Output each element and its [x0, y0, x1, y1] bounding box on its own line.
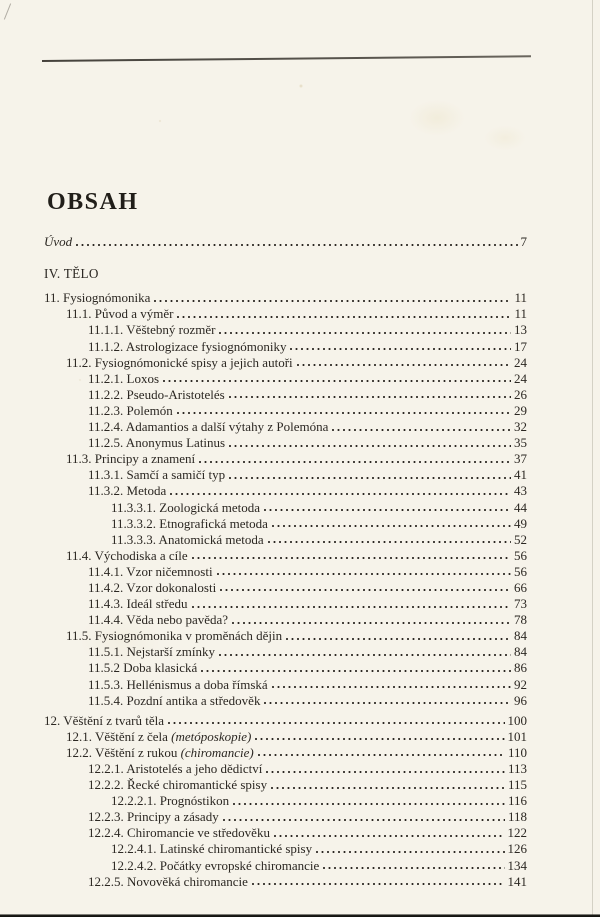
dot-leader [170, 493, 511, 495]
toc-page-number: 17 [514, 338, 527, 354]
toc-entry-label: 11.3. Principy a znamení [66, 451, 196, 467]
dot-leader [229, 445, 511, 447]
toc-entry [44, 321, 527, 337]
toc-page-number: 118 [507, 809, 527, 825]
toc-page-number: 86 [514, 660, 527, 676]
header-rule [42, 55, 531, 62]
dot-leader [316, 851, 504, 853]
toc-entry-label: 12. Věštění z tvarů těla [44, 712, 164, 728]
toc-page-number: 11 [514, 306, 527, 322]
toc-entry [44, 547, 527, 563]
toc-page-number: 43 [514, 483, 527, 499]
toc-entry [44, 728, 527, 744]
dot-leader [177, 316, 511, 318]
toc-page-number: 78 [514, 612, 527, 628]
toc-entry-label: 11.4.2. Vzor dokonalosti [88, 579, 217, 595]
toc-entry [44, 563, 527, 579]
toc-page-number: 113 [507, 761, 527, 776]
dot-leader [223, 819, 505, 821]
dot-leader [255, 738, 504, 740]
dot-leader [168, 722, 505, 724]
dot-leader [290, 348, 511, 350]
uvod-label: Úvod [44, 234, 73, 250]
toc-entry [44, 611, 527, 627]
dot-leader [272, 525, 511, 527]
toc-entry-label: 12.2. Věštění z rukou (chiromancie) [66, 744, 254, 760]
toc-entry-label: 11.2.5. Anonymus Latinus [88, 435, 226, 451]
toc-entry [44, 856, 527, 872]
scratch-mark [4, 3, 11, 19]
toc-entry [44, 776, 527, 792]
toc-entry [44, 840, 527, 856]
dot-leader [220, 589, 511, 591]
toc-entry-label: 11.5. Fysiognómonika v proměnách dějin [66, 628, 283, 644]
toc-entry [44, 434, 527, 450]
toc-entry-uvod [44, 233, 527, 249]
dot-leader [332, 429, 511, 431]
dot-leader [233, 803, 505, 805]
toc-page-number: 24 [514, 370, 527, 386]
toc-page-number: 52 [514, 531, 527, 547]
dot-leader [264, 509, 511, 511]
toc-page-number: 134 [507, 857, 527, 873]
toc-page-number: 141 [507, 873, 527, 889]
toc-entry [44, 418, 527, 434]
toc-entry [44, 531, 527, 547]
toc-page-number: 11 [514, 290, 527, 306]
dot-leader [271, 787, 505, 789]
toc-entry [44, 675, 527, 691]
toc-page-number: 100 [507, 712, 527, 728]
dot-leader [219, 654, 511, 656]
toc-page-number: 73 [514, 596, 527, 612]
toc-entry-label: 11.2.3. Polemón [88, 402, 173, 418]
toc-page-number: 32 [514, 419, 527, 435]
toc-entry [44, 873, 527, 889]
dot-leader [199, 461, 511, 463]
toc-page-number: 7 [520, 234, 527, 250]
toc-entry [44, 808, 527, 824]
toc-entry-label: 11.1.2. Astrologizace fysiognómoniky [88, 338, 287, 354]
toc-entry [44, 744, 527, 760]
toc-entry [44, 289, 527, 305]
toc-entry [44, 643, 527, 659]
dot-leader [323, 867, 504, 869]
toc-page-number: 84 [514, 628, 527, 644]
toc-entry-label: 11.5.3. Hellénismus a doba římská [88, 676, 268, 692]
dot-leader [258, 754, 505, 756]
toc-page-number: 66 [514, 579, 527, 595]
dot-leader [286, 638, 511, 640]
toc-entry-label: 11.4.3. Ideál středu [88, 596, 188, 612]
toc-page-number: 84 [514, 644, 527, 660]
toc-entry [44, 354, 527, 370]
toc-entry [44, 450, 527, 466]
toc-entry [44, 579, 527, 595]
toc-page-number: 13 [514, 322, 527, 338]
toc-list [44, 289, 527, 888]
toc-page-number: 96 [514, 692, 527, 708]
toc-page-number: 49 [514, 515, 527, 531]
dot-leader [266, 771, 505, 773]
dot-leader [252, 883, 505, 885]
toc-page-number: 101 [507, 728, 527, 744]
toc-entry [44, 305, 527, 321]
page-title: OBSAH [47, 189, 139, 215]
toc-entry [44, 760, 527, 776]
toc-entry-label: 11.1. Původ a výměr [66, 306, 174, 322]
toc-page-number: 126 [507, 841, 527, 857]
dot-leader [154, 300, 511, 302]
toc-entry-label [44, 234, 72, 249]
toc-entry [44, 370, 527, 386]
toc-entry [44, 482, 527, 498]
dot-leader [192, 606, 511, 608]
toc-entry [44, 386, 527, 402]
dot-leader [232, 622, 511, 624]
toc-entry [44, 515, 527, 531]
dot-leader [268, 541, 511, 543]
toc-page-number: 115 [507, 777, 527, 793]
dot-leader [272, 686, 511, 688]
toc-page-number: 26 [514, 386, 527, 402]
toc-entry-label: 11.2.4. Adamantios a další výtahy z Polemóna [88, 419, 329, 435]
toc-page-number: 56 [514, 547, 527, 563]
dot-leader [297, 364, 511, 366]
toc-page-number: 24 [514, 354, 527, 370]
toc-entry-label: 11.5.1. Nejstarší zmínky [88, 644, 215, 660]
toc-entry-label: 12.2.2. Řecké chiromantické spisy [88, 777, 268, 793]
toc-entry-label: 11.3.3.2. Etnografická metoda [111, 515, 268, 531]
toc-page-number: 122 [507, 825, 527, 841]
toc-entry-label: 11.3.3.3. Anatomická metoda [111, 531, 264, 547]
toc-page-number: 56 [514, 563, 527, 579]
toc-entry [44, 337, 527, 353]
toc-entry [44, 692, 527, 708]
toc-page-number: 116 [507, 793, 527, 809]
toc-entry-label: 12.2.2.1. Prognóstikon [111, 793, 230, 809]
scan-edge-right [592, 0, 593, 917]
toc-entry-label: 12.2.5. Novověká chiromancie [88, 873, 248, 889]
toc-page-number: 92 [514, 676, 527, 692]
toc-entry-label: 11.5.4. Pozdní antika a středověk [88, 692, 261, 708]
toc-page-number: 110 [507, 744, 527, 760]
dot-leader [229, 477, 511, 479]
toc-entry [44, 824, 527, 840]
toc-entry [44, 627, 527, 643]
toc-page-number: 44 [514, 499, 527, 515]
toc-entry-label: 11.3.3.1. Zoologická metoda [111, 499, 260, 515]
dot-leader [163, 380, 511, 382]
toc-entry-label: 11.3.2. Metoda [88, 483, 167, 499]
toc-entry-label: 11.4.1. Vzor ničemnosti [88, 563, 213, 579]
toc-entry-label: 12.2.4. Chiromancie ve středověku [88, 825, 270, 841]
dot-leader [192, 557, 511, 559]
part-heading: IV. TĚLO [44, 266, 99, 282]
dot-leader [201, 670, 511, 672]
dot-leader [177, 412, 511, 414]
dot-leader [274, 835, 505, 837]
toc-entry-label: 11.2.1. Loxos [88, 370, 160, 386]
toc-entry-label: 11.2.2. Pseudo-Aristotelés [88, 386, 225, 402]
dot-leader [229, 396, 511, 398]
toc-entry-label: 11.1.1. Věštebný rozměr [88, 322, 216, 338]
toc-entry-label: 12.2.3. Principy a zásady [88, 809, 219, 825]
toc-entry-label: 11.4. Východiska a cíle [66, 547, 188, 563]
toc-entry [44, 498, 527, 514]
dot-leader [217, 573, 511, 575]
dot-leader [76, 244, 517, 246]
toc-entry-label: 11.4.4. Věda nebo pavěda? [88, 612, 229, 628]
toc-page-number: 41 [514, 467, 527, 483]
toc-entry-label: 12.2.1. Aristotelés a jeho dědictví [88, 761, 263, 776]
dot-leader [219, 332, 511, 334]
toc-entry-label: 11.5.2 Doba klasická [88, 660, 198, 676]
toc-entry [44, 595, 527, 611]
toc-page-number: 37 [514, 451, 527, 467]
toc-entry [44, 712, 527, 728]
toc-page-number: 29 [514, 402, 527, 418]
toc-entry [44, 659, 527, 675]
toc-entry [44, 792, 527, 808]
dot-leader [264, 702, 511, 704]
toc-entry-label: 12.2.4.1. Latinské chiromantické spisy [111, 841, 313, 857]
toc-entry-label: 11.3.1. Samčí a samičí typ [88, 467, 226, 483]
table-of-contents [44, 233, 527, 889]
toc-entry [44, 402, 527, 418]
toc-entry-label: 12.1. Věštění z čela (metóposkopie) [66, 728, 252, 744]
toc-entry-label: 11.2. Fysiognómonické spisy a jejich autoři [66, 354, 293, 370]
toc-page-number: 35 [514, 435, 527, 451]
toc-entry-label: 12.2.4.2. Počátky evropské chiromancie [111, 857, 320, 873]
toc-entry-label: 11. Fysiognómonika [44, 290, 151, 306]
toc-entry [44, 466, 527, 482]
